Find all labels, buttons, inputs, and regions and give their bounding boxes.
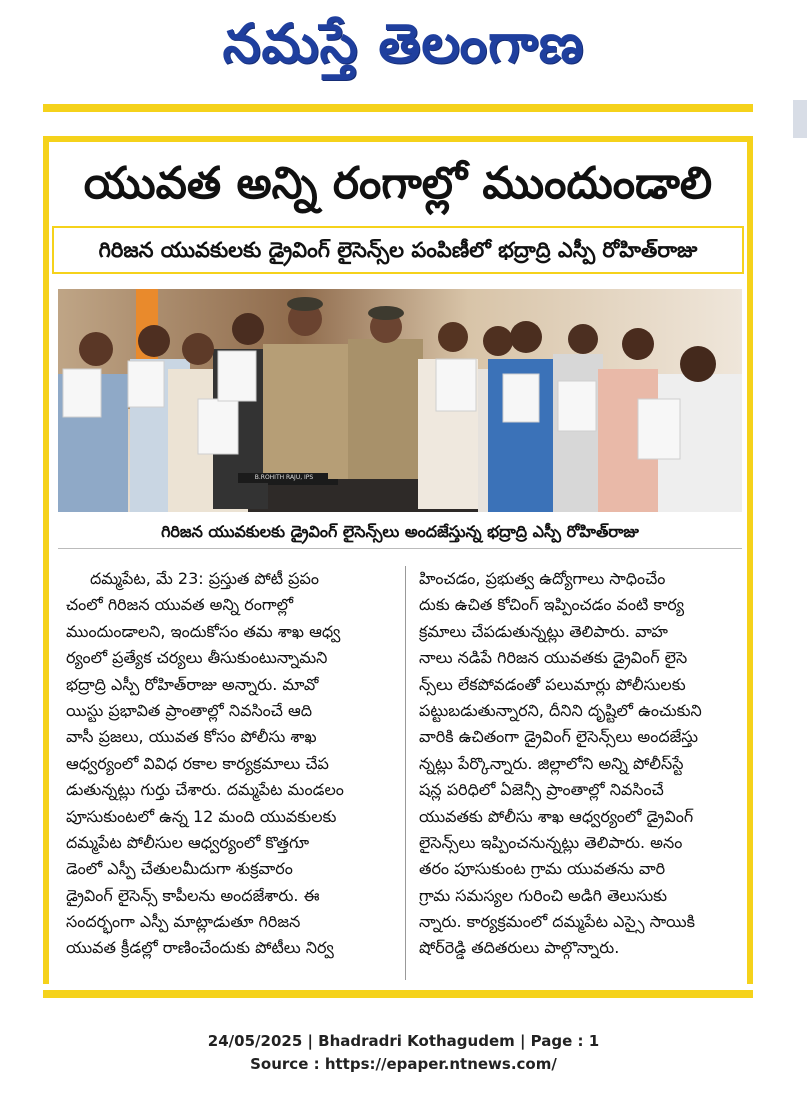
body-line: దమ్మపేట పోలీసుల ఆధ్వర్యంలో కొత్తగూ [66, 832, 310, 852]
body-line: ఆధ్వర్యంలో వివిధ రకాల కార్యక్రమాలు చేప [66, 753, 329, 773]
body-line: షోర్‌రెడ్డి తదితరులు పాల్గొన్నారు. [419, 938, 620, 958]
body-line: దమ్మపేట, మే 23: ప్రస్తుత పోటీ ప్రపం [90, 569, 320, 588]
body-line: న్నట్లు పేర్కొన్నారు. జిల్లాలోని అన్ని పోలీస్‌స్టే [419, 753, 684, 773]
body-line: డెంలో ఎస్పీ చేతులమీదుగా శుక్రవారం [66, 859, 293, 879]
body-line: ర్యంలో ప్రత్యేక చర్యలు తీసుకుంటున్నామని [66, 648, 328, 668]
caption-divider [58, 548, 742, 549]
body-line: భద్రాద్రి ఎస్పీ రోహిత్‌రాజు అన్నారు. మావో [66, 674, 319, 694]
body-line: డుతున్నట్లు గుర్తు చేశారు. దమ్మపేట మండలం [66, 780, 344, 800]
body-line: వారికి ఉచితంగా డ్రైవింగ్ లైసెన్స్‌లు అందజేస్తు [419, 727, 699, 747]
body-line: హించడం, ప్రభుత్వ ఉద్యోగాలు సాధించేం [419, 569, 666, 588]
body-line: న్నారు. కార్యక్రమంలో దమ్మపేట ఎస్సై సాయికి [419, 912, 695, 932]
column-divider [405, 566, 406, 980]
article-headline: యువత అన్ని రంగాల్లో ముందుండాలి [83, 158, 713, 209]
body-line: పట్టుబడుతున్నారని, దీనిని దృష్టిలో ఉంచుకుని [419, 700, 702, 720]
masthead [0, 0, 807, 92]
article-photo [58, 289, 742, 512]
body-line: న్స్‌లు లేకపోవడంతో పలుమార్లు పోలీసులకు [419, 674, 686, 694]
footer-edition-line: 24/05/2025 | Bhadradri Kothagudem | Page : 1 [207, 1032, 600, 1050]
subheadline-box [52, 226, 744, 274]
adjacent-clipping-edge [793, 100, 807, 1000]
article-body-left-column [66, 566, 391, 962]
body-line: పూసుకుంటలో ఉన్న 12 మంది యువకులకు [66, 806, 337, 826]
body-line: షన్ల పరిధిలో ఏజెన్సీ ప్రాంతాల్లో నివసించే [419, 780, 664, 800]
body-line: లైసెన్స్‌లు ఇప్పించనున్నట్లు తెలిపారు. అనం [419, 832, 683, 852]
newspaper-logo: నమస్తే తెలంగాణ [222, 12, 585, 75]
body-line: ముందుండాలని, ఇందుకోసం తమ శాఖ ఆధ్వ [66, 621, 341, 641]
body-line: నాలు నడిపే గిరిజన యువతకు డ్రైవింగ్ లైసె [419, 648, 688, 668]
article-body-right-column [419, 566, 741, 962]
body-line: డ్రైవింగ్ లైసెన్స్ కాపీలను అందజేశారు. ఈ [66, 885, 320, 905]
footer-source-line: Source : https://epaper.ntnews.com/ [250, 1055, 557, 1073]
body-line: తరం పూసుకుంట గ్రామ యువతను వారి [419, 859, 666, 879]
body-line: యిస్టు ప్రభావిత ప్రాంతాల్లో నివసించే ఆది [66, 700, 313, 720]
photo-caption: గిరిజన యువకులకు డ్రైవింగ్ లైసెన్స్‌లు అందజేస్తున్న భద్రాద్రి ఎస్పీ రోహిత్‌రాజు [161, 522, 639, 541]
photo-illustration [58, 289, 742, 512]
body-line: సందర్భంగా ఎస్పీ మాట్లాడుతూ గిరిజన [66, 912, 301, 932]
body-line: చంలో గిరిజన యువత అన్ని రంగాల్లో [66, 595, 294, 615]
body-line: దుకు ఉచిత కోచింగ్ ఇప్పించడం వంటి కార్య [419, 595, 685, 615]
body-line: యువతకు పోలీసు శాఖ ఆధ్వర్యంలో డ్రైవింగ్ [419, 806, 694, 826]
body-line: గ్రామ సమస్యల గురించి అడిగి తెలుసుకు [419, 885, 668, 905]
body-line: వాసీ ప్రజలు, యువత కోసం పోలీసు శాఖ [66, 727, 317, 747]
photo-nameplate: B.ROHITH RAJU, IPS [254, 474, 314, 481]
body-line: యువత క్రీడల్లో రాణించేందుకు పోటీలు నిర్వ [66, 938, 334, 958]
body-line: క్రమాలు చేపడుతున్నట్లు తెలిపారు. వాహ [419, 621, 668, 641]
article-subheadline: గిరిజన యువకులకు డ్రైవింగ్ లైసెన్స్‌ల పంపిణీలో భద్రాద్రి ఎస్పీ రోహిత్‌రాజు [98, 238, 698, 262]
